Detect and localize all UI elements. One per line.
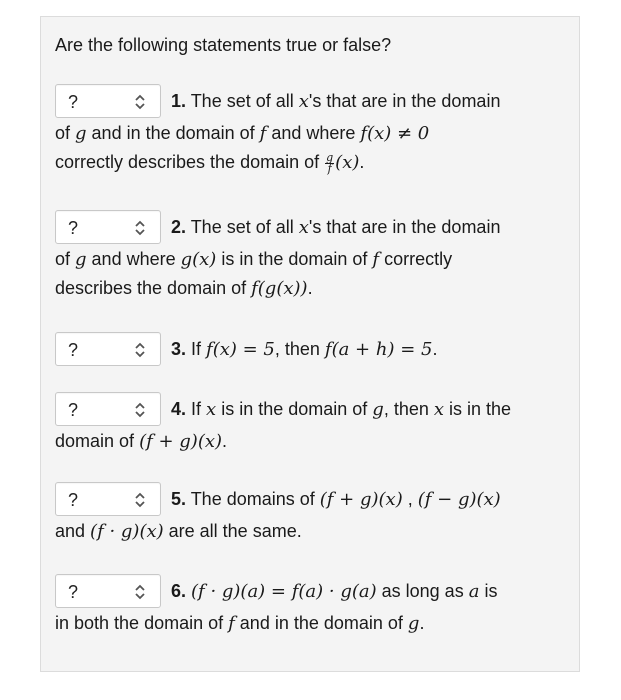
statement-text: 3. If f(x) = 5, then f(a + h) = 5.	[171, 338, 438, 360]
answer-select-3[interactable]	[55, 332, 161, 366]
statement-number: 6.	[171, 580, 187, 601]
statement-number: 4.	[171, 398, 187, 419]
answer-select-2[interactable]	[55, 210, 161, 244]
statement-text-cont: of g and in the domain of f and where f(x) ≠ 0	[55, 123, 430, 144]
answer-select-6[interactable]	[55, 574, 161, 608]
statement-text-cont: domain of (f + g)(x).	[55, 431, 228, 452]
statement-6	[55, 573, 567, 638]
statement-text-cont: describes the domain of f(g(x)).	[55, 278, 313, 299]
chevron-updown-icon	[134, 583, 146, 601]
statement-number: 3.	[171, 338, 187, 359]
select-value: ?	[68, 490, 79, 510]
question-card	[40, 16, 580, 672]
chevron-updown-icon	[134, 93, 146, 111]
select-value: ?	[68, 340, 79, 360]
chevron-updown-icon	[134, 401, 146, 419]
statement-3	[55, 331, 567, 367]
statement-text: 6. (f · g)(a) = f(a) · g(a) as long as a is	[171, 580, 498, 602]
statement-text-cont: in both the domain of f and in the domain of g.	[55, 613, 425, 634]
select-value: ?	[68, 582, 79, 602]
select-value: ?	[68, 92, 79, 112]
statement-number: 5.	[171, 488, 187, 509]
statement-number: 2.	[171, 216, 187, 237]
chevron-updown-icon	[134, 219, 146, 237]
statement-text-cont: and (f · g)(x) are all the same.	[55, 521, 302, 542]
statement-text-cont: correctly describes the domain of $\frac{g}{f}$ (x).	[55, 150, 365, 175]
answer-select-4[interactable]	[55, 392, 161, 426]
statement-text: 4. If x is in the domain of g, then x is in the	[171, 398, 512, 420]
statement-2	[55, 209, 567, 303]
statement-number: 1.	[171, 90, 187, 111]
statement-4	[55, 391, 567, 456]
statement-text: 1. The set of all x's that are in the domain	[171, 90, 501, 112]
question-heading: Are the following statements true or false?	[55, 35, 392, 55]
statement-1	[55, 83, 567, 177]
answer-select-5[interactable]	[55, 482, 161, 516]
select-value: ?	[68, 218, 79, 238]
answer-select-1[interactable]	[55, 84, 161, 118]
chevron-updown-icon	[134, 341, 146, 359]
statement-text-cont: of g and where g(x) is in the domain of f correctly	[55, 249, 453, 270]
chevron-updown-icon	[134, 491, 146, 509]
select-value: ?	[68, 400, 79, 420]
statement-text: 5. The domains of (f + g)(x) , (f − g)(x)	[171, 488, 501, 510]
statement-5	[55, 481, 567, 546]
statement-text: 2. The set of all x's that are in the domain	[171, 216, 501, 238]
fraction-g-over-f: $\frac{g}{f}$	[326, 150, 334, 175]
